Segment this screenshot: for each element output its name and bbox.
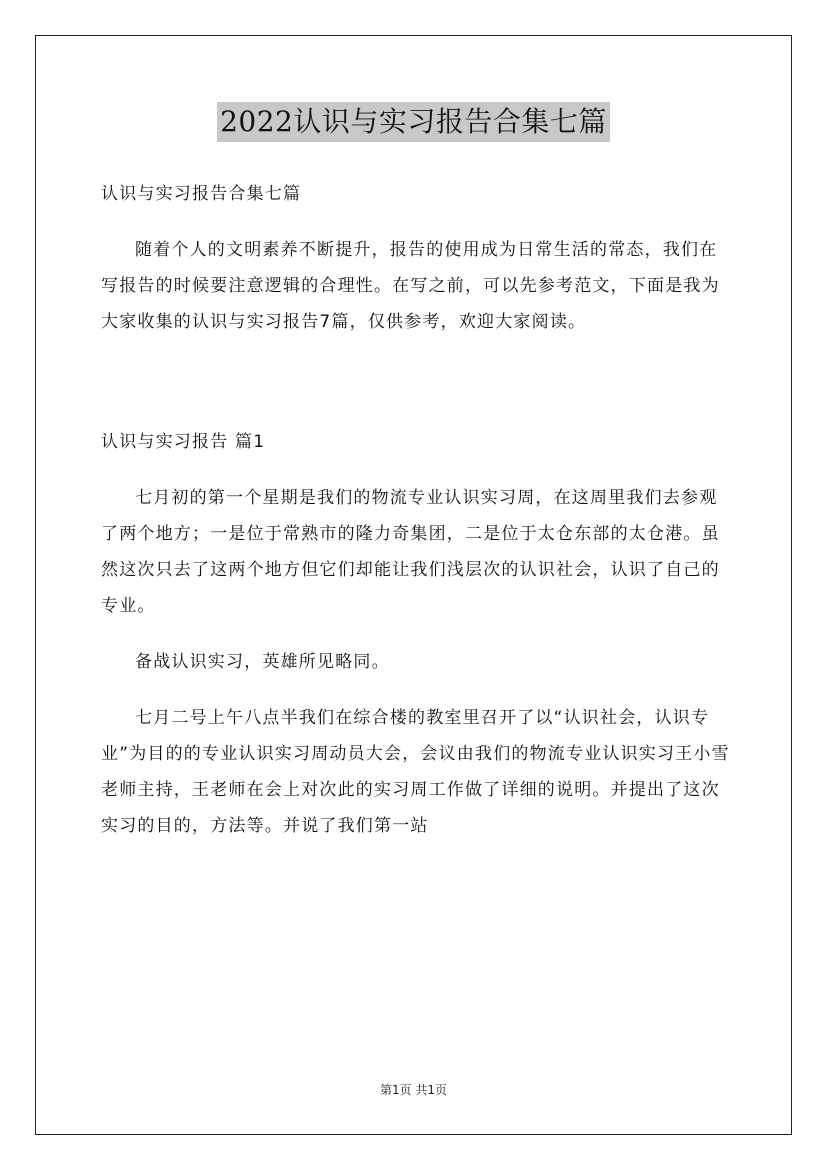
document-title: 2022认识与实习报告合集七篇 [217,102,610,142]
page-footer: 第1页 共1页 [379,1083,448,1097]
section-paragraph-3: 七月二号上午八点半我们在综合楼的教室里召开了以“认识社会，认识专业”为目的的专业认识实习周动员大会，会议由我们的物流专业认识实习王小雪老师主持，王老师在会上对次此的实习周工作做了详细的说明。并提出了这次实习的目的，方法等。并说了我们第一站 [101,708,730,836]
title-container [0,102,827,142]
section-paragraph-1: 七月初的第一个星期是我们的物流专业认识实习周，在这周里我们去参观了两个地方；一是位于常熟市的隆力奇集团，二是位于太仓东部的太仓港。虽然这次只去了这两个地方但它们却能让我们浅层次的认识社会，认识了自己的专业。 [101,488,720,616]
intro-paragraph: 随着个人的文明素养不断提升，报告的使用成为日常生活的常态，我们在写报告的时候要注意逻辑的合理性。在写之前，可以先参考范文，下面是我为大家收集的认识与实习报告7篇，仅供参考，欢迎大家阅读。 [101,240,720,332]
document-subtitle: 认识与实习报告合集七篇 [101,184,302,204]
section-heading: 认识与实习报告 篇1 [101,432,266,452]
section-paragraph-2: 备战认识实习，英雄所见略同。 [135,652,390,672]
document-body [101,176,733,844]
